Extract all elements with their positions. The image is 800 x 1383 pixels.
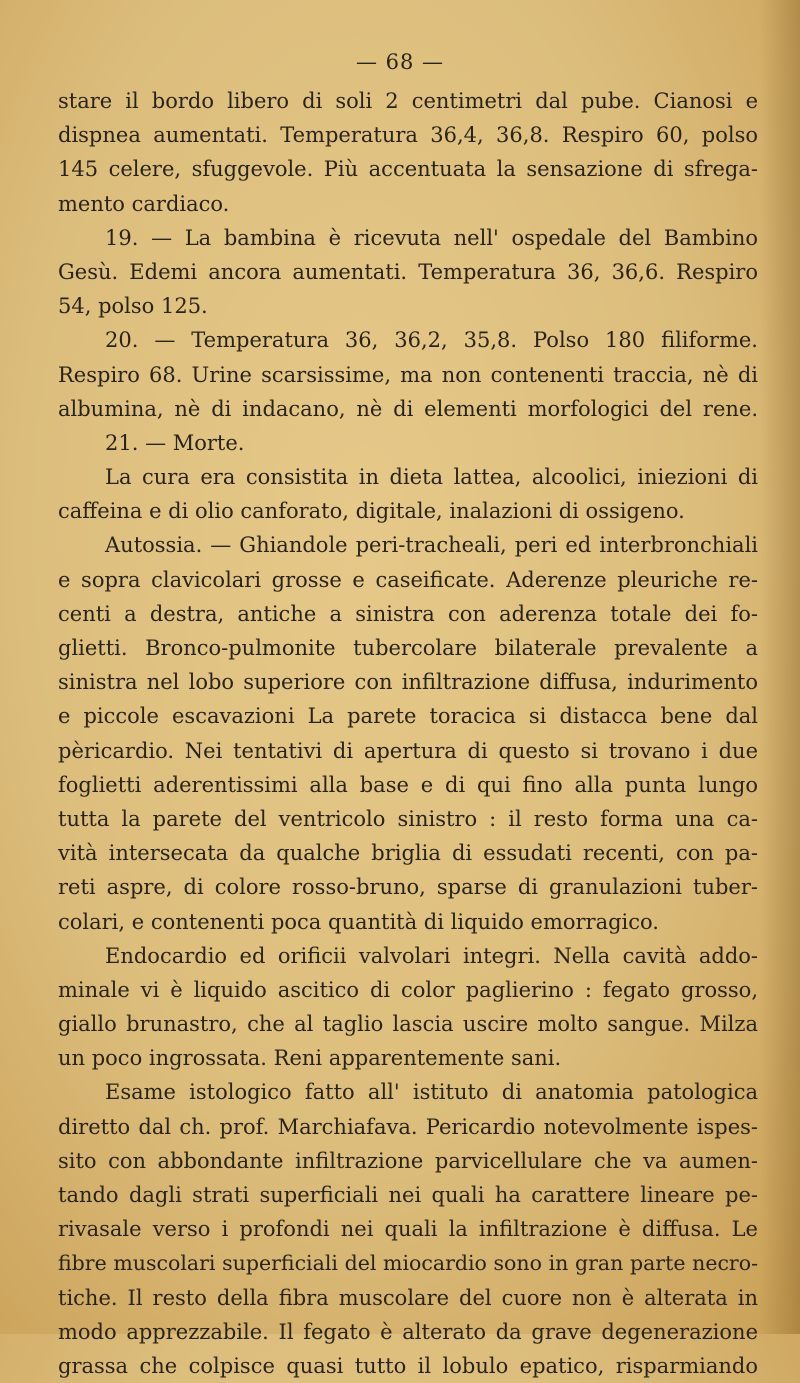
text-line: centi a destra, antiche a sinistra con aderenza totale dei fo-: [58, 601, 758, 626]
text-line: vità intersecata da qualche briglia di essudati recenti, con pa-: [58, 841, 758, 866]
text-line: dispnea aumentati. Temperatura 36,4, 36,8. Respiro 60, polso: [58, 123, 758, 148]
text-line: tiche. Il resto della fibra muscolare del cuore non è alterata in: [58, 1285, 758, 1310]
text-line: tando dagli strati superficiali nei quali ha carattere lineare pe-: [58, 1183, 758, 1207]
text-line: Endocardio ed orificii valvolari integri. Nella cavità addo-: [105, 943, 758, 968]
text-line: fibre muscolari superficiali del miocardio sono in gran parte necro-: [58, 1251, 758, 1276]
text-line: albumina, nè di indacano, nè di elementi morfologici del rene.: [58, 396, 758, 421]
text-line: caffeina e di olio canforato, digitale, inalazioni di ossigeno.: [58, 499, 685, 524]
text-line: Gesù. Edemi ancora aumentati. Temperatura 36, 36,6. Respiro: [58, 259, 758, 284]
body-text: [58, 84, 758, 1383]
text-line: sinistra nel lobo superiore con infiltrazione diffusa, indurimento: [58, 670, 758, 695]
text-line: grassa che colpisce quasi tutto il lobulo epatico, risparmiando: [58, 1353, 758, 1378]
text-line: modo apprezzabile. Il fegato è alterato da grave degenerazione: [58, 1319, 758, 1344]
text-line: sito con abbondante infiltrazione parvicellulare che va aumen-: [58, 1148, 758, 1173]
text-line: reti aspre, di colore rosso-bruno, sparse di granulazioni tuber-: [58, 875, 758, 900]
text-line: 145 celere, sfuggevole. Più accentuata la sensazione di sfrega-: [58, 157, 758, 182]
text-line: e piccole escavazioni La parete toracica si distacca bene dal: [58, 704, 758, 729]
text-line: giallo brunastro, che al taglio lascia uscire molto sangue. Milza: [58, 1012, 758, 1037]
page-edge-shadow: [760, 0, 800, 1334]
text-line: Autossia. — Ghiandole peri-tracheali, peri ed interbronchiali: [105, 533, 758, 558]
text-line: stare il bordo libero di soli 2 centimetri dal pube. Cianosi e: [58, 89, 758, 113]
text-line: glietti. Bronco-pulmonite tubercolare bilaterale prevalente a: [58, 636, 758, 660]
page-number: — 68 —: [355, 50, 445, 74]
text-line: diretto dal ch. prof. Marchiafava. Pericardio notevolmente ispes-: [58, 1114, 758, 1139]
text-line: tutta la parete del ventricolo sinistro : il resto forma una ca-: [58, 806, 758, 831]
text-line: foglietti aderentissimi alla base e di qui fino alla punta lungo: [58, 772, 758, 797]
text-line: rivasale verso i profondi nei quali la infiltrazione è diffusa. Le: [58, 1217, 758, 1242]
text-line: Respiro 68. Urine scarsissime, ma non contenenti traccia, nè di: [58, 362, 758, 387]
text-line: pèricardio. Nei tentativi di apertura di questo si trovano i due: [58, 738, 758, 763]
text-line: e sopra clavicolari grosse e caseificate. Aderenze pleuriche re-: [58, 567, 758, 592]
text-line: mento cardiaco.: [58, 191, 230, 216]
text-line: Esame istologico fatto all' istituto di anatomia patologica: [105, 1080, 758, 1105]
text-line: 20. — Temperatura 36, 36,2, 35,8. Polso 180 filiforme.: [105, 328, 758, 353]
text-line: 21. — Morte.: [105, 430, 245, 455]
text-line: un poco ingrossata. Reni apparentemente sani.: [58, 1046, 562, 1071]
text-line: colari, e contenenti poca quantità di liquido emorragico.: [58, 909, 659, 934]
text-line: La cura era consistita in dieta lattea, alcoolici, iniezioni di: [105, 465, 758, 490]
text-line: 19. — La bambina è ricevuta nell' ospedale del Bambino: [105, 225, 758, 250]
text-line: minale vi è liquido ascitico di color paglierino : fegato grosso,: [58, 977, 758, 1002]
text-line: 54, polso 125.: [58, 294, 208, 319]
